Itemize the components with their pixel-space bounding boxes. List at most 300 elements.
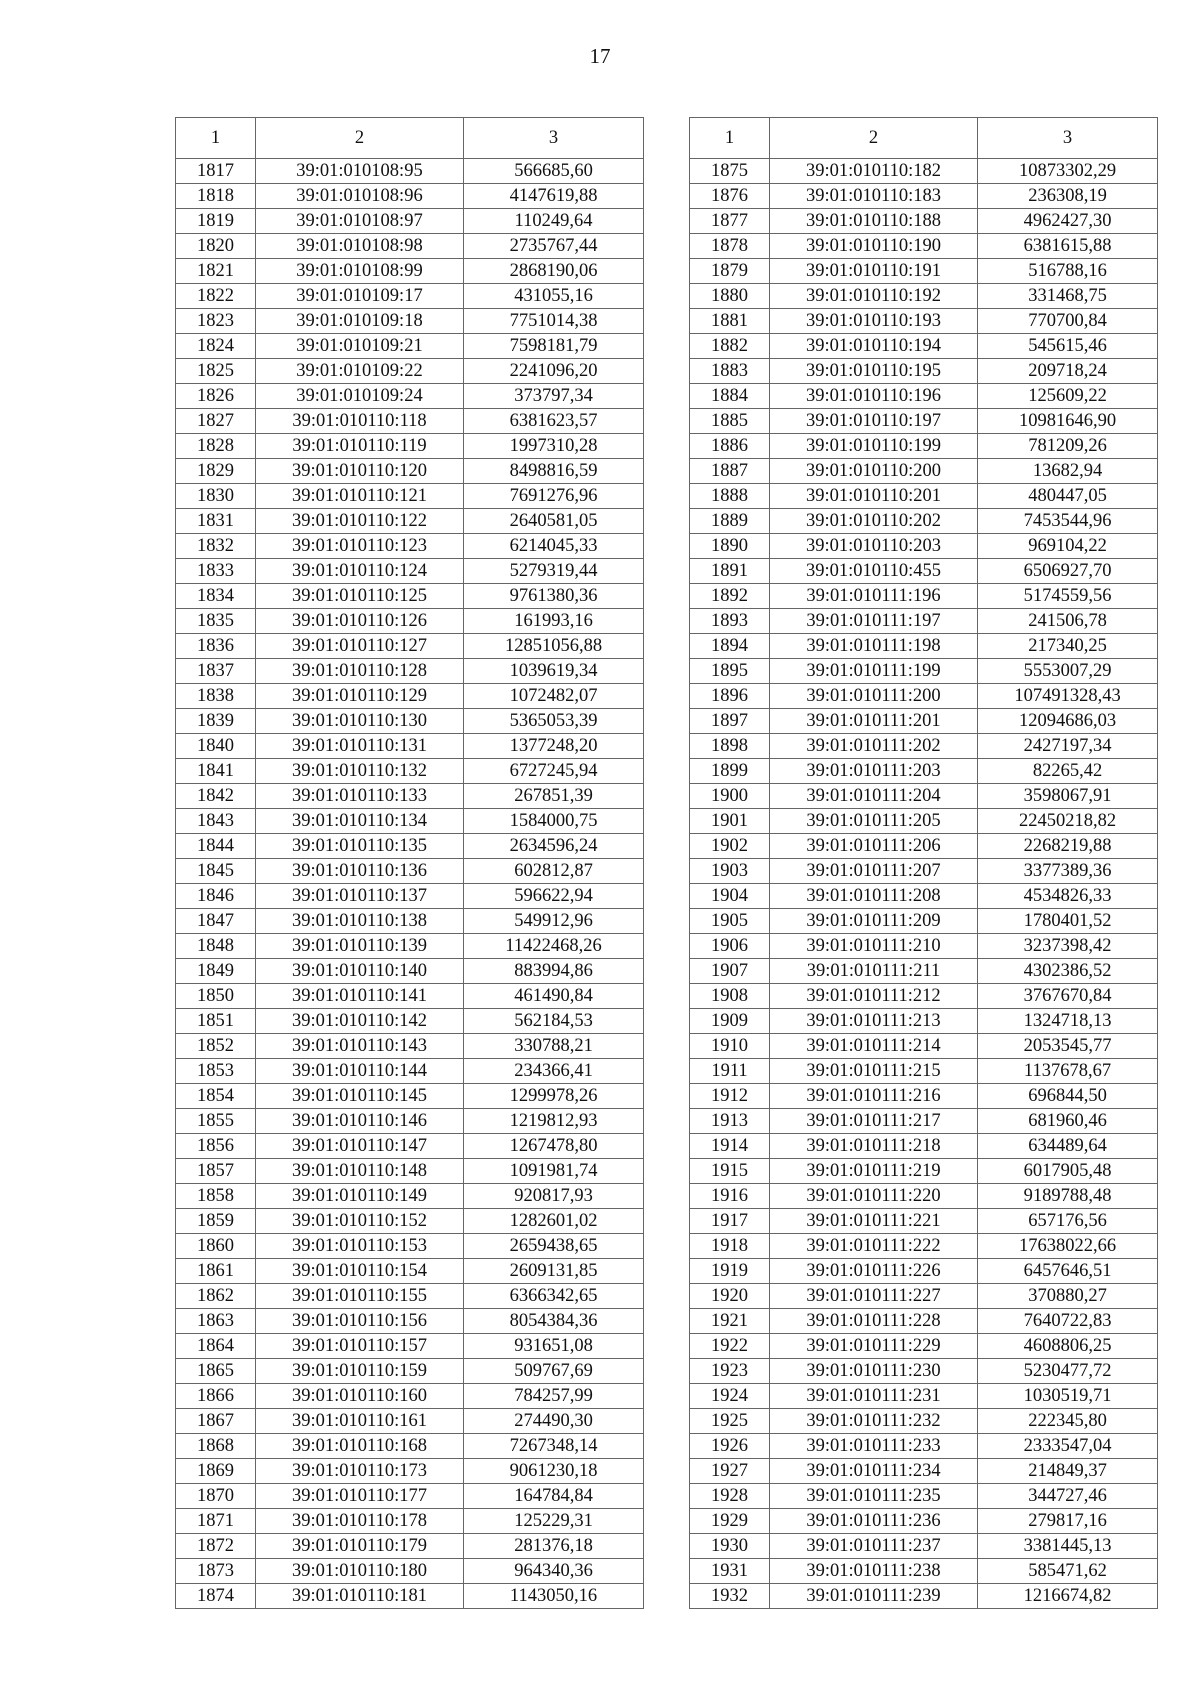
- table-row: [176, 1109, 644, 1134]
- value-cell: 10873302,29: [978, 159, 1158, 184]
- page-number: 17: [589, 44, 611, 68]
- cadastral-id-cell: 39:01:010110:132: [256, 759, 464, 784]
- row-number-cell: 1841: [176, 759, 256, 784]
- row-number-cell: 1837: [176, 659, 256, 684]
- cadastral-id-cell: 39:01:010111:204: [770, 784, 978, 809]
- value-cell: 1143050,16: [464, 1584, 644, 1609]
- table-row: [690, 1059, 1158, 1084]
- cadastral-table-left: [175, 117, 644, 1609]
- row-number-cell: 1854: [176, 1084, 256, 1109]
- table-row: [176, 1384, 644, 1409]
- value-cell: 7267348,14: [464, 1434, 644, 1459]
- cadastral-id-cell: 39:01:010111:212: [770, 984, 978, 1009]
- row-number-cell: 1918: [690, 1234, 770, 1259]
- row-number-cell: 1892: [690, 584, 770, 609]
- cadastral-id-cell: 39:01:010111:230: [770, 1359, 978, 1384]
- row-number-cell: 1871: [176, 1509, 256, 1534]
- table-row: [690, 784, 1158, 809]
- table-row: [176, 559, 644, 584]
- value-cell: 516788,16: [978, 259, 1158, 284]
- value-cell: 2609131,85: [464, 1259, 644, 1284]
- cadastral-id-cell: 39:01:010110:138: [256, 909, 464, 934]
- cadastral-id-cell: 39:01:010111:207: [770, 859, 978, 884]
- header-row: [176, 118, 644, 159]
- table-row: [690, 1034, 1158, 1059]
- table-row: [176, 159, 644, 184]
- row-number-cell: 1907: [690, 959, 770, 984]
- row-number-cell: 1864: [176, 1334, 256, 1359]
- row-number-cell: 1911: [690, 1059, 770, 1084]
- cadastral-id-cell: 39:01:010108:95: [256, 159, 464, 184]
- row-number-cell: 1850: [176, 984, 256, 1009]
- value-cell: 2868190,06: [464, 259, 644, 284]
- cadastral-id-cell: 39:01:010110:137: [256, 884, 464, 909]
- cadastral-id-cell: 39:01:010109:17: [256, 284, 464, 309]
- table-row: [176, 1084, 644, 1109]
- value-cell: 161993,16: [464, 609, 644, 634]
- row-number-cell: 1885: [690, 409, 770, 434]
- row-number-cell: 1820: [176, 234, 256, 259]
- value-cell: 4302386,52: [978, 959, 1158, 984]
- value-cell: 3237398,42: [978, 934, 1158, 959]
- row-number-cell: 1860: [176, 1234, 256, 1259]
- value-cell: 6457646,51: [978, 1259, 1158, 1284]
- cadastral-id-cell: 39:01:010110:126: [256, 609, 464, 634]
- header-cell-number: 1: [176, 118, 256, 159]
- row-number-cell: 1917: [690, 1209, 770, 1234]
- cadastral-id-cell: 39:01:010111:239: [770, 1584, 978, 1609]
- cadastral-id-cell: 39:01:010110:125: [256, 584, 464, 609]
- cadastral-id-cell: 39:01:010110:152: [256, 1209, 464, 1234]
- cadastral-id-cell: 39:01:010110:123: [256, 534, 464, 559]
- value-cell: 330788,21: [464, 1034, 644, 1059]
- cadastral-id-cell: 39:01:010110:195: [770, 359, 978, 384]
- cadastral-id-cell: 39:01:010110:178: [256, 1509, 464, 1534]
- row-number-cell: 1901: [690, 809, 770, 834]
- value-cell: 222345,80: [978, 1409, 1158, 1434]
- cadastral-id-cell: 39:01:010111:233: [770, 1434, 978, 1459]
- table-row: [690, 1559, 1158, 1584]
- table-row: [176, 709, 644, 734]
- value-cell: 784257,99: [464, 1384, 644, 1409]
- value-cell: 125229,31: [464, 1509, 644, 1534]
- value-cell: 2427197,34: [978, 734, 1158, 759]
- cadastral-id-cell: 39:01:010110:145: [256, 1084, 464, 1109]
- row-number-cell: 1839: [176, 709, 256, 734]
- cadastral-id-cell: 39:01:010110:130: [256, 709, 464, 734]
- table-row: [690, 934, 1158, 959]
- row-number-cell: 1912: [690, 1084, 770, 1109]
- row-number-cell: 1929: [690, 1509, 770, 1534]
- row-number-cell: 1867: [176, 1409, 256, 1434]
- row-number-cell: 1889: [690, 509, 770, 534]
- cadastral-id-cell: 39:01:010111:216: [770, 1084, 978, 1109]
- row-number-cell: 1928: [690, 1484, 770, 1509]
- table-row: [690, 984, 1158, 1009]
- cadastral-id-cell: 39:01:010110:157: [256, 1334, 464, 1359]
- value-cell: 10981646,90: [978, 409, 1158, 434]
- row-number-cell: 1920: [690, 1284, 770, 1309]
- row-number-cell: 1826: [176, 384, 256, 409]
- row-number-cell: 1849: [176, 959, 256, 984]
- value-cell: 5279319,44: [464, 559, 644, 584]
- row-number-cell: 1828: [176, 434, 256, 459]
- cadastral-id-cell: 39:01:010110:180: [256, 1559, 464, 1584]
- cadastral-id-cell: 39:01:010111:197: [770, 609, 978, 634]
- row-number-cell: 1858: [176, 1184, 256, 1209]
- table-row: [176, 1534, 644, 1559]
- table-row: [176, 984, 644, 1009]
- row-number-cell: 1895: [690, 659, 770, 684]
- row-number-cell: 1823: [176, 309, 256, 334]
- table-row: [176, 409, 644, 434]
- value-cell: 883994,86: [464, 959, 644, 984]
- table-row: [176, 184, 644, 209]
- value-cell: 5365053,39: [464, 709, 644, 734]
- row-number-cell: 1886: [690, 434, 770, 459]
- table-row: [690, 359, 1158, 384]
- cadastral-id-cell: 39:01:010111:218: [770, 1134, 978, 1159]
- table-row: [176, 634, 644, 659]
- row-number-cell: 1877: [690, 209, 770, 234]
- cadastral-id-cell: 39:01:010111:208: [770, 884, 978, 909]
- table-row: [690, 634, 1158, 659]
- cadastral-id-cell: 39:01:010111:235: [770, 1484, 978, 1509]
- value-cell: 1216674,82: [978, 1584, 1158, 1609]
- value-cell: 585471,62: [978, 1559, 1158, 1584]
- cadastral-id-cell: 39:01:010111:234: [770, 1459, 978, 1484]
- cadastral-id-cell: 39:01:010110:197: [770, 409, 978, 434]
- table-row: [690, 709, 1158, 734]
- value-cell: 1584000,75: [464, 809, 644, 834]
- value-cell: 6214045,33: [464, 534, 644, 559]
- table-row: [176, 1284, 644, 1309]
- row-number-cell: 1852: [176, 1034, 256, 1059]
- value-cell: 344727,46: [978, 1484, 1158, 1509]
- table-row: [176, 1184, 644, 1209]
- value-cell: 370880,27: [978, 1284, 1158, 1309]
- table-row: [690, 834, 1158, 859]
- row-number-cell: 1866: [176, 1384, 256, 1409]
- table-row: [176, 1234, 644, 1259]
- cadastral-id-cell: 39:01:010110:121: [256, 484, 464, 509]
- table-row: [690, 1084, 1158, 1109]
- row-number-cell: 1840: [176, 734, 256, 759]
- value-cell: 217340,25: [978, 634, 1158, 659]
- value-cell: 1267478,80: [464, 1134, 644, 1159]
- value-cell: 5174559,56: [978, 584, 1158, 609]
- cadastral-id-cell: 39:01:010110:191: [770, 259, 978, 284]
- cadastral-id-cell: 39:01:010110:190: [770, 234, 978, 259]
- cadastral-id-cell: 39:01:010111:238: [770, 1559, 978, 1584]
- table-row: [176, 534, 644, 559]
- cadastral-id-cell: 39:01:010111:222: [770, 1234, 978, 1259]
- row-number-cell: 1825: [176, 359, 256, 384]
- value-cell: 549912,96: [464, 909, 644, 934]
- table-row: [176, 1509, 644, 1534]
- table-row: [176, 509, 644, 534]
- value-cell: 634489,64: [978, 1134, 1158, 1159]
- table-row: [176, 834, 644, 859]
- row-number-cell: 1831: [176, 509, 256, 534]
- table-row: [690, 459, 1158, 484]
- value-cell: 6017905,48: [978, 1159, 1158, 1184]
- value-cell: 1324718,13: [978, 1009, 1158, 1034]
- row-number-cell: 1921: [690, 1309, 770, 1334]
- row-number-cell: 1844: [176, 834, 256, 859]
- row-number-cell: 1925: [690, 1409, 770, 1434]
- cadastral-id-cell: 39:01:010110:133: [256, 784, 464, 809]
- row-number-cell: 1851: [176, 1009, 256, 1034]
- cadastral-id-cell: 39:01:010110:196: [770, 384, 978, 409]
- row-number-cell: 1915: [690, 1159, 770, 1184]
- table-row: [690, 1259, 1158, 1284]
- header-cell-value: 3: [464, 118, 644, 159]
- row-number-cell: 1888: [690, 484, 770, 509]
- cadastral-id-cell: 39:01:010110:199: [770, 434, 978, 459]
- value-cell: 509767,69: [464, 1359, 644, 1384]
- cadastral-id-cell: 39:01:010108:98: [256, 234, 464, 259]
- cadastral-id-cell: 39:01:010111:198: [770, 634, 978, 659]
- row-number-cell: 1891: [690, 559, 770, 584]
- cadastral-id-cell: 39:01:010109:24: [256, 384, 464, 409]
- table-row: [690, 909, 1158, 934]
- value-cell: 281376,18: [464, 1534, 644, 1559]
- row-number-cell: 1833: [176, 559, 256, 584]
- cadastral-id-cell: 39:01:010111:215: [770, 1059, 978, 1084]
- cadastral-id-cell: 39:01:010110:155: [256, 1284, 464, 1309]
- cadastral-id-cell: 39:01:010110:149: [256, 1184, 464, 1209]
- cadastral-id-cell: 39:01:010110:153: [256, 1234, 464, 1259]
- row-number-cell: 1916: [690, 1184, 770, 1209]
- cadastral-id-cell: 39:01:010110:200: [770, 459, 978, 484]
- cadastral-id-cell: 39:01:010111:226: [770, 1259, 978, 1284]
- value-cell: 236308,19: [978, 184, 1158, 209]
- row-number-cell: 1859: [176, 1209, 256, 1234]
- value-cell: 781209,26: [978, 434, 1158, 459]
- row-number-cell: 1843: [176, 809, 256, 834]
- row-number-cell: 1894: [690, 634, 770, 659]
- row-number-cell: 1881: [690, 309, 770, 334]
- header-cell-cadastral-id: 2: [256, 118, 464, 159]
- table-row: [176, 1409, 644, 1434]
- table-row: [690, 434, 1158, 459]
- cadastral-id-cell: 39:01:010111:217: [770, 1109, 978, 1134]
- table-row: [176, 284, 644, 309]
- table-row: [690, 1434, 1158, 1459]
- row-number-cell: 1846: [176, 884, 256, 909]
- table-row: [690, 1534, 1158, 1559]
- table-row: [176, 734, 644, 759]
- value-cell: 164784,84: [464, 1484, 644, 1509]
- row-number-cell: 1836: [176, 634, 256, 659]
- cadastral-id-cell: 39:01:010108:99: [256, 259, 464, 284]
- table-row: [176, 209, 644, 234]
- row-number-cell: 1869: [176, 1459, 256, 1484]
- header-cell-cadastral-id: 2: [770, 118, 978, 159]
- table-row: [176, 259, 644, 284]
- cadastral-id-cell: 39:01:010110:177: [256, 1484, 464, 1509]
- value-cell: 1072482,07: [464, 684, 644, 709]
- value-cell: 9189788,48: [978, 1184, 1158, 1209]
- table-row: [690, 1184, 1158, 1209]
- value-cell: 7453544,96: [978, 509, 1158, 534]
- row-number-cell: 1842: [176, 784, 256, 809]
- row-number-cell: 1882: [690, 334, 770, 359]
- cadastral-id-cell: 39:01:010111:228: [770, 1309, 978, 1334]
- value-cell: 7640722,83: [978, 1309, 1158, 1334]
- value-cell: 602812,87: [464, 859, 644, 884]
- cadastral-id-cell: 39:01:010111:199: [770, 659, 978, 684]
- table-row: [176, 934, 644, 959]
- table-row: [690, 1334, 1158, 1359]
- row-number-cell: 1853: [176, 1059, 256, 1084]
- row-number-cell: 1906: [690, 934, 770, 959]
- cadastral-id-cell: 39:01:010110:183: [770, 184, 978, 209]
- table-row: [176, 884, 644, 909]
- value-cell: 214849,37: [978, 1459, 1158, 1484]
- table-row: [690, 159, 1158, 184]
- row-number-cell: 1904: [690, 884, 770, 909]
- value-cell: 1219812,93: [464, 1109, 644, 1134]
- table-row: [690, 409, 1158, 434]
- cadastral-id-cell: 39:01:010110:136: [256, 859, 464, 884]
- value-cell: 3377389,36: [978, 859, 1158, 884]
- value-cell: 4962427,30: [978, 209, 1158, 234]
- cadastral-id-cell: 39:01:010111:227: [770, 1284, 978, 1309]
- table-row: [690, 484, 1158, 509]
- cadastral-id-cell: 39:01:010110:194: [770, 334, 978, 359]
- cadastral-id-cell: 39:01:010110:142: [256, 1009, 464, 1034]
- table-row: [690, 1159, 1158, 1184]
- table-row: [176, 1459, 644, 1484]
- value-cell: 2634596,24: [464, 834, 644, 859]
- table-row: [176, 1359, 644, 1384]
- value-cell: 17638022,66: [978, 1234, 1158, 1259]
- table-row: [176, 1584, 644, 1609]
- cadastral-id-cell: 39:01:010110:455: [770, 559, 978, 584]
- cadastral-id-cell: 39:01:010111:205: [770, 809, 978, 834]
- table-row: [690, 1009, 1158, 1034]
- cadastral-id-cell: 39:01:010108:96: [256, 184, 464, 209]
- header-cell-number: 1: [690, 118, 770, 159]
- row-number-cell: 1874: [176, 1584, 256, 1609]
- table-row: [176, 609, 644, 634]
- value-cell: 6366342,65: [464, 1284, 644, 1309]
- cadastral-id-cell: 39:01:010111:202: [770, 734, 978, 759]
- row-number-cell: 1919: [690, 1259, 770, 1284]
- cadastral-id-cell: 39:01:010110:131: [256, 734, 464, 759]
- cadastral-id-cell: 39:01:010110:161: [256, 1409, 464, 1434]
- value-cell: 6506927,70: [978, 559, 1158, 584]
- value-cell: 6381615,88: [978, 234, 1158, 259]
- value-cell: 1091981,74: [464, 1159, 644, 1184]
- cadastral-id-cell: 39:01:010110:118: [256, 409, 464, 434]
- value-cell: 931651,08: [464, 1334, 644, 1359]
- value-cell: 431055,16: [464, 284, 644, 309]
- value-cell: 2735767,44: [464, 234, 644, 259]
- value-cell: 373797,34: [464, 384, 644, 409]
- cadastral-id-cell: 39:01:010110:193: [770, 309, 978, 334]
- value-cell: 1299978,26: [464, 1084, 644, 1109]
- table-row: [176, 1009, 644, 1034]
- cadastral-id-cell: 39:01:010109:21: [256, 334, 464, 359]
- table-row: [690, 1484, 1158, 1509]
- value-cell: 920817,93: [464, 1184, 644, 1209]
- row-number-cell: 1857: [176, 1159, 256, 1184]
- cadastral-id-cell: 39:01:010109:22: [256, 359, 464, 384]
- row-number-cell: 1818: [176, 184, 256, 209]
- row-number-cell: 1819: [176, 209, 256, 234]
- table-row: [690, 734, 1158, 759]
- row-number-cell: 1926: [690, 1434, 770, 1459]
- row-number-cell: 1902: [690, 834, 770, 859]
- value-cell: 1282601,02: [464, 1209, 644, 1234]
- row-number-cell: 1855: [176, 1109, 256, 1134]
- value-cell: 696844,50: [978, 1084, 1158, 1109]
- cadastral-id-cell: 39:01:010110:148: [256, 1159, 464, 1184]
- cadastral-id-cell: 39:01:010111:231: [770, 1384, 978, 1409]
- value-cell: 1780401,52: [978, 909, 1158, 934]
- value-cell: 241506,78: [978, 609, 1158, 634]
- row-number-cell: 1887: [690, 459, 770, 484]
- table-row: [176, 809, 644, 834]
- row-number-cell: 1856: [176, 1134, 256, 1159]
- row-number-cell: 1914: [690, 1134, 770, 1159]
- value-cell: 12094686,03: [978, 709, 1158, 734]
- value-cell: 4608806,25: [978, 1334, 1158, 1359]
- table-row: [690, 684, 1158, 709]
- table-row: [690, 1509, 1158, 1534]
- cadastral-id-cell: 39:01:010111:232: [770, 1409, 978, 1434]
- cadastral-id-cell: 39:01:010111:203: [770, 759, 978, 784]
- cadastral-id-cell: 39:01:010110:154: [256, 1259, 464, 1284]
- value-cell: 274490,30: [464, 1409, 644, 1434]
- cadastral-id-cell: 39:01:010110:139: [256, 934, 464, 959]
- cadastral-id-cell: 39:01:010110:143: [256, 1034, 464, 1059]
- cadastral-id-cell: 39:01:010110:146: [256, 1109, 464, 1134]
- table-row: [690, 959, 1158, 984]
- cadastral-id-cell: 39:01:010111:196: [770, 584, 978, 609]
- cadastral-id-cell: 39:01:010111:201: [770, 709, 978, 734]
- table-row: [176, 959, 644, 984]
- value-cell: 8054384,36: [464, 1309, 644, 1334]
- row-number-cell: 1834: [176, 584, 256, 609]
- value-cell: 2268219,88: [978, 834, 1158, 859]
- table-row: [690, 1209, 1158, 1234]
- cadastral-id-cell: 39:01:010110:156: [256, 1309, 464, 1334]
- value-cell: 2333547,04: [978, 1434, 1158, 1459]
- value-cell: 7691276,96: [464, 484, 644, 509]
- cadastral-id-cell: 39:01:010110:144: [256, 1059, 464, 1084]
- table-row: [690, 1309, 1158, 1334]
- value-cell: 110249,64: [464, 209, 644, 234]
- cadastral-id-cell: 39:01:010110:127: [256, 634, 464, 659]
- cadastral-id-cell: 39:01:010110:124: [256, 559, 464, 584]
- value-cell: 545615,46: [978, 334, 1158, 359]
- table-row: [690, 1284, 1158, 1309]
- table-row: [690, 509, 1158, 534]
- table-row: [176, 909, 644, 934]
- cadastral-id-cell: 39:01:010110:188: [770, 209, 978, 234]
- cadastral-id-cell: 39:01:010109:18: [256, 309, 464, 334]
- table-row: [690, 384, 1158, 409]
- table-row: [690, 534, 1158, 559]
- value-cell: 5553007,29: [978, 659, 1158, 684]
- value-cell: 107491328,43: [978, 684, 1158, 709]
- cadastral-id-cell: 39:01:010111:213: [770, 1009, 978, 1034]
- table-row: [176, 1159, 644, 1184]
